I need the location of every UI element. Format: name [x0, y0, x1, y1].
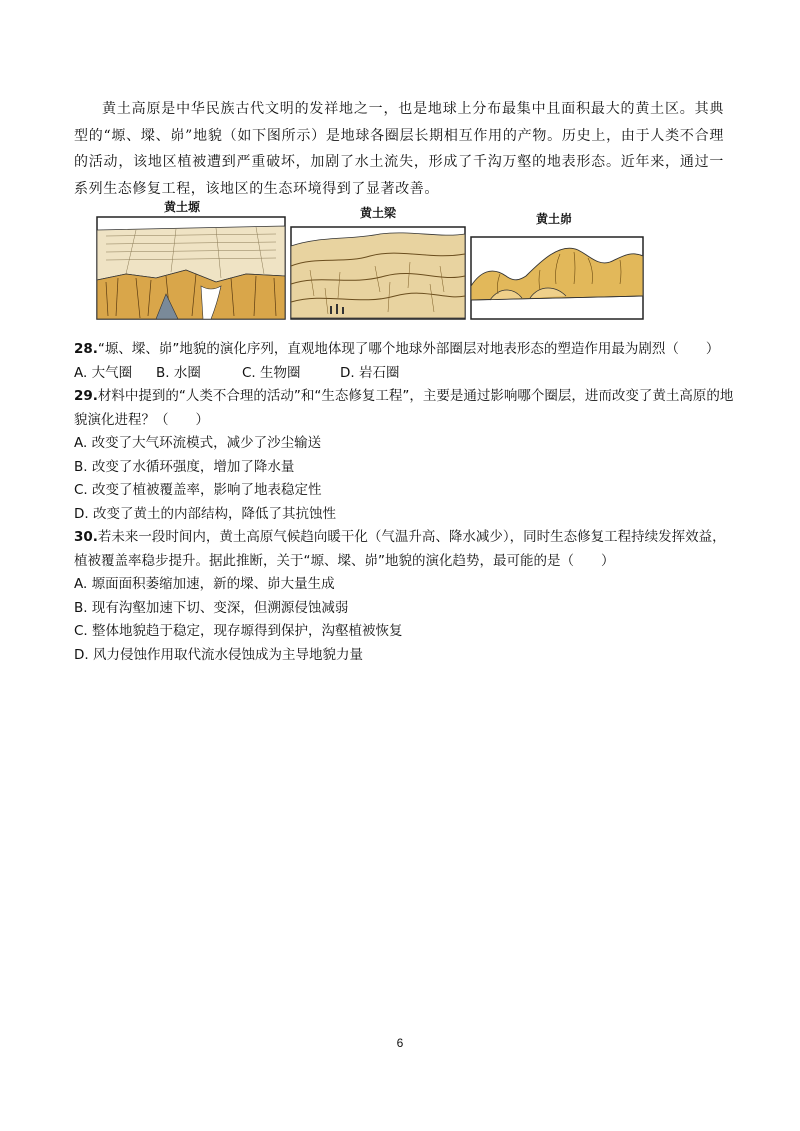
option: C. 整体地貌趋于稳定，现存塬得到保护，沟壑植被恢复 — [74, 623, 403, 639]
landform-figures — [96, 198, 646, 322]
loess-ridge-illustration — [290, 226, 466, 320]
loess-tableland-illustration — [96, 216, 286, 320]
figure-label-hill: 黄土峁 — [536, 212, 573, 226]
option: A. 改变了大气环流模式，减少了沙尘输送 — [74, 435, 322, 451]
figure-tableland — [96, 198, 286, 322]
question-number: 28. — [74, 341, 98, 357]
passage-text: 黄土高原是中华民族古代文明的发祥地之一，也是地球上分布最集中且面积最大的黄土区。其典型的“塬、墚、峁”地貌（如下图所示）是地球各圈层长期相互作用的产物。历史上，由于人类不合理的活动，该地区植被遭到严重破坏，加剧了水土流失，形成了千沟万壑的地表形态。近年来，通过一系列生态修复工程，该地区的生态环境得到了显著改善。 — [74, 101, 724, 197]
question-29 — [74, 385, 734, 432]
figure-hill — [470, 198, 646, 322]
figure-ridge — [290, 198, 466, 322]
option: D. 岩石圈 — [340, 364, 400, 381]
page-number: 6 — [396, 1036, 404, 1050]
question-list — [74, 338, 734, 667]
option: B. 改变了水循环强度，增加了降水量 — [74, 458, 295, 475]
options-row — [74, 362, 734, 386]
option: C. 生物圈 — [242, 364, 301, 381]
option: A. 大气圈 — [74, 364, 133, 381]
question-30 — [74, 526, 734, 573]
option: A. 塬面面积萎缩加速，新的墚、峁大量生成 — [74, 576, 335, 592]
option: B. 现有沟壑加速下切、变深，但溯源侵蚀减弱 — [74, 599, 349, 616]
figure-label-ridge: 黄土梁 — [360, 206, 397, 220]
question-text: “塬、墚、峁”地貌的演化序列，直观地体现了哪个地球外部圈层对地表形态的塑造作用最为剧烈（ ） — [97, 341, 720, 357]
loess-hill-illustration — [470, 236, 644, 320]
option: B. 水圈 — [156, 364, 201, 381]
option: D. 风力侵蚀作用取代流水侵蚀成为主导地貌力量 — [74, 646, 363, 663]
question-text: 材料中提到的“人类不合理的活动”和“生态修复工程”，主要是通过影响哪个圈层，进而改变了黄土高原的地貌演化进程？（ ） — [74, 388, 734, 428]
option: D. 改变了黄土的内部结构，降低了其抗蚀性 — [74, 505, 336, 522]
figure-label-tableland: 黄土塬 — [164, 200, 201, 214]
question-28 — [74, 338, 734, 362]
question-number: 29. — [74, 388, 98, 404]
question-number: 30. — [74, 529, 98, 545]
question-text: 若未来一段时间内，黄土高原气候趋向暖干化（气温升高、降水减少），同时生态修复工程持续发挥效益，植被覆盖率稳步提升。据此推断，关于“塬、墚、峁”地貌的演化趋势，最可能的是（ ） — [74, 529, 726, 569]
material-passage — [74, 96, 724, 202]
option: C. 改变了植被覆盖率，影响了地表稳定性 — [74, 482, 322, 498]
